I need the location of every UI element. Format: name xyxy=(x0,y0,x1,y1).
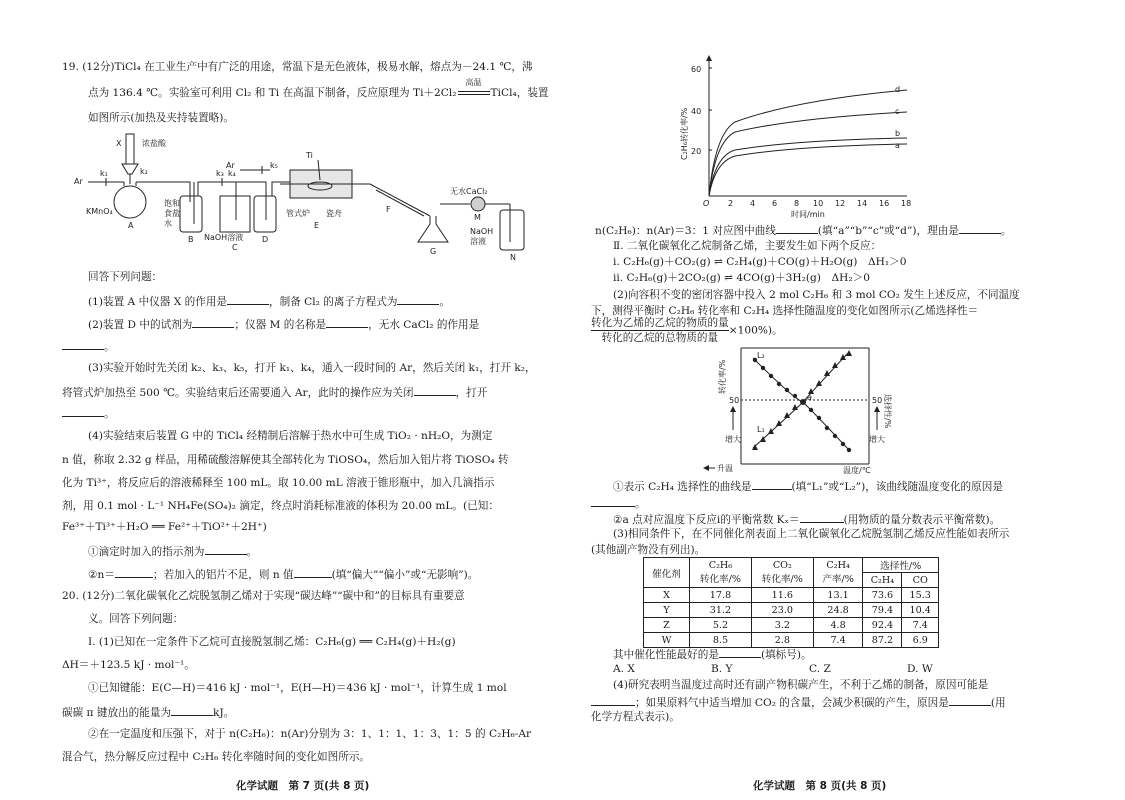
answer-blank[interactable] xyxy=(949,694,991,706)
answer-blank[interactable] xyxy=(227,293,269,305)
answer-blank[interactable] xyxy=(397,293,439,305)
r-t7b: (填标号)。 xyxy=(760,649,812,661)
table-cell: W xyxy=(644,633,690,648)
xtick: 6 xyxy=(772,199,778,208)
answer-blank[interactable] xyxy=(591,694,635,706)
table-cell: 31.2 xyxy=(690,603,752,618)
curve-c xyxy=(709,112,907,196)
table-cell: X xyxy=(644,588,690,603)
table-header-sel-c2h4: C₂H₄ xyxy=(863,573,902,588)
r-t2: Ⅱ. 二氧化碳氧化乙烷制备乙烯，主要发生如下两个反应： xyxy=(613,240,882,252)
answer-blank[interactable] xyxy=(326,316,368,328)
q19-p2-cont xyxy=(62,338,115,354)
table-cell: 13.1 xyxy=(813,588,863,603)
curve-label-c: c xyxy=(895,107,900,116)
table-header-selectivity: 选择性/% xyxy=(863,558,939,573)
r-t1 xyxy=(595,222,1011,238)
label-k2: k₂ xyxy=(140,167,148,176)
table-cell: Y xyxy=(644,603,690,618)
q19-p4a: (4)实验结束后装置 G 中的 TiCl₄ 经精制后溶解于热水中可生成 TiO₂ · nH₂O，为测定 xyxy=(88,430,493,442)
answer-blank[interactable] xyxy=(752,478,792,490)
fraction-tail: ×100%)。 xyxy=(728,324,783,337)
table-cell: 2.8 xyxy=(751,633,813,648)
r-t7 xyxy=(613,646,812,662)
answer-blank[interactable] xyxy=(205,543,247,555)
table-cell: 23.0 xyxy=(751,603,813,618)
reaction-ii: ⅱ. C₂H₆(g)＋2CO₂(g) ⇌ 4CO(g)＋3H₂(g) ΔH₂＞0 xyxy=(613,272,870,284)
r-t1a: n(C₂H₆)：n(Ar)＝3：1 对应图中曲线 xyxy=(595,225,776,237)
reaction-i: ⅰ. C₂H₆(g)＋CO₂(g) ⇌ C₂H₄(g)＋CO(g)＋H₂O(g) ΔH₁＞0 xyxy=(613,256,907,268)
reaction-arrow xyxy=(457,78,491,100)
q19-s1a: ①滴定时加入的指示剂为 xyxy=(88,546,205,558)
answer-blank[interactable] xyxy=(62,405,104,417)
q19-p3d: 。 xyxy=(104,408,115,420)
page-footer: 化学试题 第 8 页(共 8 页) xyxy=(753,780,887,792)
table-cell: 3.2 xyxy=(751,618,813,633)
table-cell: 17.8 xyxy=(690,588,752,603)
curve-label-d: d xyxy=(895,85,901,94)
conversion-time-chart xyxy=(675,50,915,220)
q19-p4b: n 值，称取 2.32 g 样品，用稀硫酸溶解使其全部转化为 TiOSO₄，然后加入铝片将 TiOSO₄ 转 xyxy=(62,454,509,466)
xtick: 2 xyxy=(728,199,734,208)
r-s2b: (用物质的量分数表示平衡常数)。 xyxy=(843,514,1001,526)
label-F: F xyxy=(386,205,391,214)
label-sat1: 饱和 xyxy=(164,199,180,208)
label-cacl2: 无水CaCl₂ xyxy=(450,187,488,196)
label-sat3: 水 xyxy=(164,219,172,228)
answer-blank[interactable] xyxy=(719,646,761,658)
q19-s2b: ；若加入的铝片不足，则 n 值 xyxy=(152,569,294,581)
r-s1a: ①表示 C₂H₄ 选择性的曲线是 xyxy=(613,481,752,493)
r-t9b: (用 xyxy=(990,697,1006,709)
r-s1b: (填“L₁”或“L₂”)，该曲线随温度变化的原因是 xyxy=(791,481,1003,493)
table-header-sel-co: CO xyxy=(902,573,939,588)
label-naoh-n2: 溶液 xyxy=(470,237,486,246)
q19-line3: 如图所示(加热及夹持装置略)。 xyxy=(88,112,234,124)
label-k4: k₄ xyxy=(228,169,236,178)
r-s2a: ②a 点对应温度下反应ⅰ的平衡常数 Kₓ＝ xyxy=(613,514,800,526)
table-cell: 10.4 xyxy=(902,603,939,618)
label-sat2: 食盐 xyxy=(164,209,180,218)
q20-line1: 20. (12分)二氧化碳氧化乙烷脱氢制乙烯对于实现“碳达峰”“碳中和”的目标具有重要意 xyxy=(62,590,465,602)
answer-blank[interactable] xyxy=(959,222,1001,234)
temperature-chart xyxy=(699,340,899,474)
table-row xyxy=(644,603,939,618)
table-header-c2h6: C₂H₆ 转化率/% xyxy=(690,558,752,588)
q19-p2 xyxy=(88,316,479,332)
q19-line1: 19. (12分)TiCl₄ 在工业生产中有广泛的用途，常温下是无色液体，极易水解，熔点为－24.1 ℃，沸 xyxy=(62,61,533,73)
tick-50-left: 50 xyxy=(729,396,740,405)
answer-blank[interactable] xyxy=(62,338,104,350)
r-t4: 下，测得平衡时 C₂H₆ 转化率和 C₂H₄ 选择性随温度的变化如图所示(乙烯选择性＝ xyxy=(591,305,979,317)
q19-p1b: ，制备 Cl₂ 的离子方程式为 xyxy=(269,296,398,308)
answer-blank[interactable] xyxy=(192,316,234,328)
chart1-xlabel: 时间/min xyxy=(791,210,825,219)
label-increase-left: 增大 xyxy=(725,435,741,444)
label-heat: 升温 xyxy=(717,464,733,473)
label-k5: k₅ xyxy=(270,161,278,170)
label-ar2: Ar xyxy=(226,161,235,170)
r-s1c: 。 xyxy=(635,498,646,510)
table-cell: 8.5 xyxy=(690,633,752,648)
origin-label: O xyxy=(703,199,710,208)
q19-s2 xyxy=(88,566,478,582)
r-t1c: 。 xyxy=(1000,225,1012,237)
table-row xyxy=(644,618,939,633)
q19-p1a: (1)装置 A 中仪器 X 的作用是 xyxy=(88,296,228,308)
q19-p3a: (3)实验开始时先关闭 k₂、k₃、k₅，打开 k₁、k₄，通入一段时间的 Ar，然后关闭 k₁，打开 k₂， xyxy=(88,362,536,374)
q20-line7: ②在一定温度和压强下，对于 n(C₂H₆)：n(Ar)分别为 3：1、1：1、1：3、1：5 的 C₂H₆-Ar xyxy=(88,728,532,740)
label-temperature: 温度/℃ xyxy=(843,466,871,474)
catalyst-table xyxy=(643,557,939,648)
reaction-condition: 高温 xyxy=(465,78,482,87)
page-7 xyxy=(0,0,562,800)
label-ar1: Ar xyxy=(74,177,83,186)
q19-p3c: ，打开 xyxy=(455,387,488,399)
chart2-ylabel-left: 转化率/% xyxy=(718,359,727,394)
table-header-c2h4: C₂H₄ 产率/% xyxy=(813,558,863,588)
page-8 xyxy=(563,0,1125,800)
r-t6: (其他副产物没有列出)。 xyxy=(591,544,706,556)
table-header-co2: CO₂ 转化率/% xyxy=(751,558,813,588)
page-footer: 化学试题 第 7 页(共 8 页) xyxy=(236,780,370,792)
ytick-60: 60 xyxy=(691,65,702,74)
q19-p4e: Fe³⁺＋Ti³⁺＋H₂O ══ Fe²⁺＋TiO²⁺＋2H⁺) xyxy=(62,521,267,533)
q19-line2 xyxy=(88,78,549,100)
table-cell: 5.2 xyxy=(690,618,752,633)
curve-label-a: a xyxy=(895,141,900,150)
xtick: 10 xyxy=(813,199,824,208)
label-G: G xyxy=(430,247,437,256)
answer-blank[interactable] xyxy=(591,495,635,507)
q20-line4: ΔH＝＋123.5 kJ · mol⁻¹。 xyxy=(62,659,195,671)
q19-p1c: 。 xyxy=(439,296,451,308)
q19-s2a: ②n＝ xyxy=(88,569,115,581)
label-kmno4: KMnO₄ xyxy=(86,207,113,216)
curve-a xyxy=(709,144,907,196)
answer-blank[interactable] xyxy=(115,566,153,578)
table-cell: 79.4 xyxy=(863,603,902,618)
r-s2 xyxy=(613,511,1000,527)
r-t8: (4)研究表明当温度过高时还有副产物积碳产生，不利于乙烯的制备，原因可能是 xyxy=(613,679,989,691)
label-C: C xyxy=(232,243,238,252)
r-s1-cont xyxy=(591,495,646,511)
q20-line6 xyxy=(62,704,234,720)
xtick: 18 xyxy=(901,199,912,208)
xtick: 12 xyxy=(835,199,846,208)
chart1-ylabel: C₂H₆转化率/% xyxy=(680,107,689,160)
answer-blank[interactable] xyxy=(171,704,213,716)
ytick-20: 20 xyxy=(691,147,702,156)
table-header-catalyst: 催化剂 xyxy=(644,558,690,588)
curve-label-L2: L₂ xyxy=(757,351,765,360)
curve-label-L1: L₁ xyxy=(757,425,765,434)
label-k1: k₁ xyxy=(100,169,108,178)
label-increase-right: 增大 xyxy=(869,435,885,444)
q20-line3: Ⅰ. (1)已知在一定条件下乙烷可直接脱氢制乙烯：C₂H₆(g) ══ C₂H₄(g)＋H₂(g) xyxy=(88,636,456,648)
option-a: A. X xyxy=(613,663,635,675)
r-t9a: ；如果原料气中适当增加 CO₂ 的含量，会减少积碳的产生，原因是 xyxy=(635,697,949,709)
q20-line5: ①已知键能：E(C—H)＝416 kJ · mol⁻¹，E(H—H)＝436 kJ · mol⁻¹，计算生成 1 mol xyxy=(88,682,507,694)
r-t10: 化学方程式表示)。 xyxy=(591,711,680,723)
q19-p2c: ，无水 CaCl₂ 的作用是 xyxy=(368,319,480,331)
label-conc-hcl: 浓盐酸 xyxy=(142,139,166,148)
point-label-a: a xyxy=(807,393,812,402)
label-E: E xyxy=(314,221,320,230)
r-s1 xyxy=(613,478,1003,494)
label-boat: 瓷舟 xyxy=(326,209,342,218)
r-t5: (3)相同条件下，在不同催化剂表面上二氧化碳氧化乙烷脱氢制乙烯反应性能如表所示 xyxy=(613,528,1010,540)
q19-line2a: 点为 136.4 ℃。实验室可利用 Cl₂ 和 Ti 在高温下制备，反应原理为 Ti＋2Cl₂ xyxy=(88,87,457,99)
curve-b xyxy=(709,138,907,196)
apparatus-diagram xyxy=(70,124,530,264)
q19-p3b-text: 将管式炉加热至 500 ℃。实验结束后还需要通入 Ar，此时的操作应为关闭 xyxy=(62,387,414,399)
q20-line6a: 碳碳 π 键放出的能量为 xyxy=(62,707,172,719)
q19-p2b: ；仪器 M 的名称是 xyxy=(234,319,327,331)
q19-s1b: 。 xyxy=(246,546,258,558)
xtick: 4 xyxy=(750,199,756,208)
r-t1b: (填“a”“b”“c”或“d”)，理由是 xyxy=(817,225,959,237)
ytick-40: 40 xyxy=(691,107,702,116)
label-B: B xyxy=(188,235,194,244)
table-cell: 73.6 xyxy=(863,588,902,603)
table-cell: Z xyxy=(644,618,690,633)
table-cell: 6.9 xyxy=(902,633,939,648)
label-ti: Ti xyxy=(306,151,313,160)
r-t9 xyxy=(591,694,1006,710)
q19-p4c: 化为 Ti³⁺，将反应后的溶液稀释至 100 mL。取 10.00 mL 溶液于锥形瓶中，加入几滴指示 xyxy=(62,477,495,489)
answer-blank[interactable] xyxy=(294,566,332,578)
answer-blank[interactable] xyxy=(800,511,844,523)
curve-label-b: b xyxy=(895,129,901,138)
table-row xyxy=(644,588,939,603)
label-naoh-c: NaOH溶液 xyxy=(204,233,244,242)
q19-s2c: (填“偏大”“偏小”或“无影响”)。 xyxy=(331,569,479,581)
label-M: M xyxy=(474,213,481,222)
tick-50-right: 50 xyxy=(872,396,883,405)
table-cell: 92.4 xyxy=(863,618,902,633)
q19-p2d: 。 xyxy=(104,341,115,353)
answer-blank[interactable] xyxy=(414,384,456,396)
q19-s1 xyxy=(88,543,257,559)
table-cell: 24.8 xyxy=(813,603,863,618)
xtick: 14 xyxy=(857,199,868,208)
label-D: D xyxy=(262,235,269,244)
chart2-ylabel-right: 选择性/% xyxy=(883,394,892,429)
q20-line8: 混合气，热分解反应过程中 C₂H₆ 转化率随时间的变化如图所示。 xyxy=(62,751,371,763)
q19-p3-cont xyxy=(62,405,115,421)
xtick: 16 xyxy=(879,199,890,208)
table-cell: 15.3 xyxy=(902,588,939,603)
curve-d xyxy=(709,90,907,196)
option-d: D. W xyxy=(907,663,933,675)
label-A: A xyxy=(128,221,134,230)
q19-p3b xyxy=(62,384,487,400)
answer-blank[interactable] xyxy=(776,222,818,234)
label-k3: k₃ xyxy=(216,169,224,178)
q19-p2a: (2)装置 D 中的试剂为 xyxy=(88,319,193,331)
label-tube-furnace: 管式炉 xyxy=(286,209,310,218)
label-X: X xyxy=(116,139,122,148)
q19-p4d: 剂，用 0.1 mol · L⁻¹ NH₄Fe(SO₄)₂ 滴定，终点时消耗标准液的体积为 20.00 mL。(已知： xyxy=(62,500,499,512)
q19-ask: 回答下列问题： xyxy=(88,271,163,283)
option-c: C. Z xyxy=(809,663,831,675)
q20-line6b: kJ。 xyxy=(213,707,235,719)
table-cell: 7.4 xyxy=(902,618,939,633)
table-cell: 11.6 xyxy=(751,588,813,603)
fraction-denominator: 转化的乙烷的总物质的量 xyxy=(601,332,719,344)
r-t3: (2)向容积不变的密闭容器中投入 2 mol C₂H₆ 和 3 mol CO₂ 发生上述反应，不同温度 xyxy=(613,289,1020,301)
xtick: 8 xyxy=(794,199,800,208)
q19-line2b: TiCl₄，装置 xyxy=(490,87,549,99)
fraction-numerator: 转化为乙烯的乙烷的物质的量 xyxy=(591,317,729,329)
q19-p1 xyxy=(88,293,450,309)
q20-line2: 义。回答下列问题： xyxy=(88,613,184,625)
label-N: N xyxy=(510,253,516,262)
r-t7a: 其中催化性能最好的是 xyxy=(613,649,719,661)
label-naoh-n1: NaOH xyxy=(470,227,494,236)
table-cell: 87.2 xyxy=(863,633,902,648)
table-cell: 4.8 xyxy=(813,618,863,633)
option-b: B. Y xyxy=(711,663,733,675)
table-cell: 7.4 xyxy=(813,633,863,648)
